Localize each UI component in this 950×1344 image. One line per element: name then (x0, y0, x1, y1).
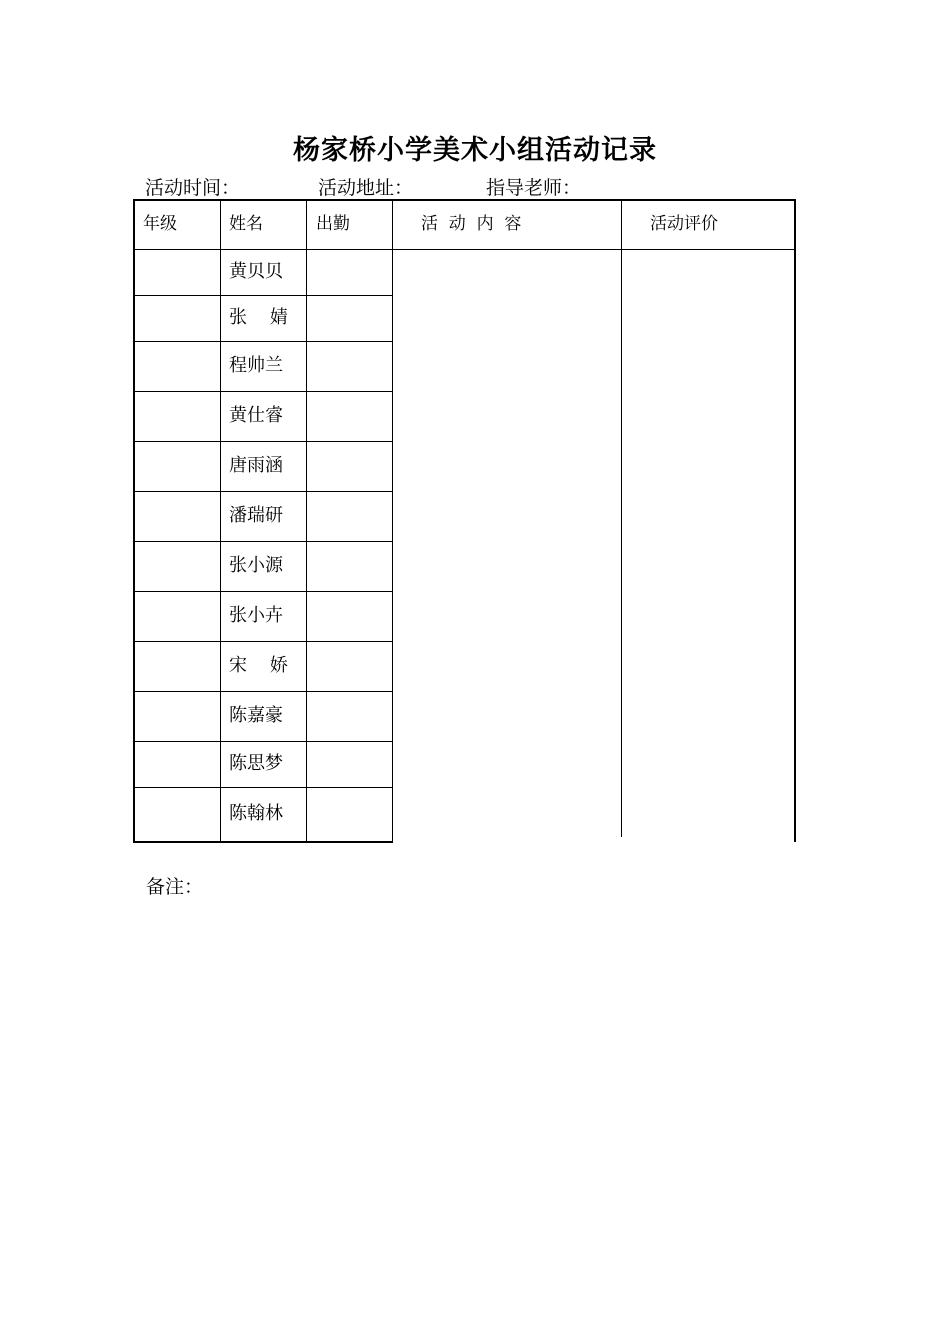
table-rule (306, 199, 307, 841)
table-rule (133, 249, 795, 250)
student-name: 潘瑞研 (229, 505, 283, 526)
page-title: 杨家桥小学美术小组活动记录 (293, 135, 657, 166)
table-rule (621, 199, 622, 837)
table-rule (133, 199, 135, 842)
table-rule (133, 691, 393, 692)
header-grade: 年级 (143, 214, 177, 234)
table-rule (133, 841, 393, 843)
header-attendance: 出勤 (316, 214, 350, 234)
activity-time-label: 活动时间： (145, 177, 241, 199)
table-rule (133, 641, 393, 642)
table-rule (133, 295, 393, 296)
header-evaluation: 活动评价 (650, 214, 718, 234)
student-name: 宋 娇 (229, 655, 288, 676)
header-name: 姓名 (229, 214, 263, 234)
student-name: 黄仕睿 (229, 405, 283, 426)
header-activity-content: 活 动 内 容 (421, 214, 522, 234)
student-name: 程帅兰 (229, 355, 283, 376)
table-rule (133, 341, 393, 342)
activity-place-label: 活动地址： (318, 177, 414, 199)
remark-label: 备注： (146, 876, 204, 898)
student-name: 黄贝贝 (229, 261, 283, 282)
student-name: 张 婧 (229, 307, 288, 328)
table-rule (133, 391, 393, 392)
student-name: 唐雨涵 (229, 455, 283, 476)
table-rule (133, 441, 393, 442)
table-rule (220, 199, 221, 841)
teacher-label: 指导老师： (486, 177, 582, 199)
table-rule (133, 541, 393, 542)
table-rule (133, 787, 393, 788)
table-rule (794, 199, 796, 842)
table-rule (133, 591, 393, 592)
student-name: 张小源 (229, 555, 283, 576)
table-rule (392, 199, 393, 841)
table-rule (133, 491, 393, 492)
student-name: 陈嘉豪 (229, 705, 283, 726)
student-name: 张小卉 (229, 605, 283, 626)
table-rule (133, 741, 393, 742)
student-name: 陈思梦 (229, 753, 283, 774)
table-rule (133, 199, 795, 201)
student-name: 陈翰林 (229, 803, 283, 824)
